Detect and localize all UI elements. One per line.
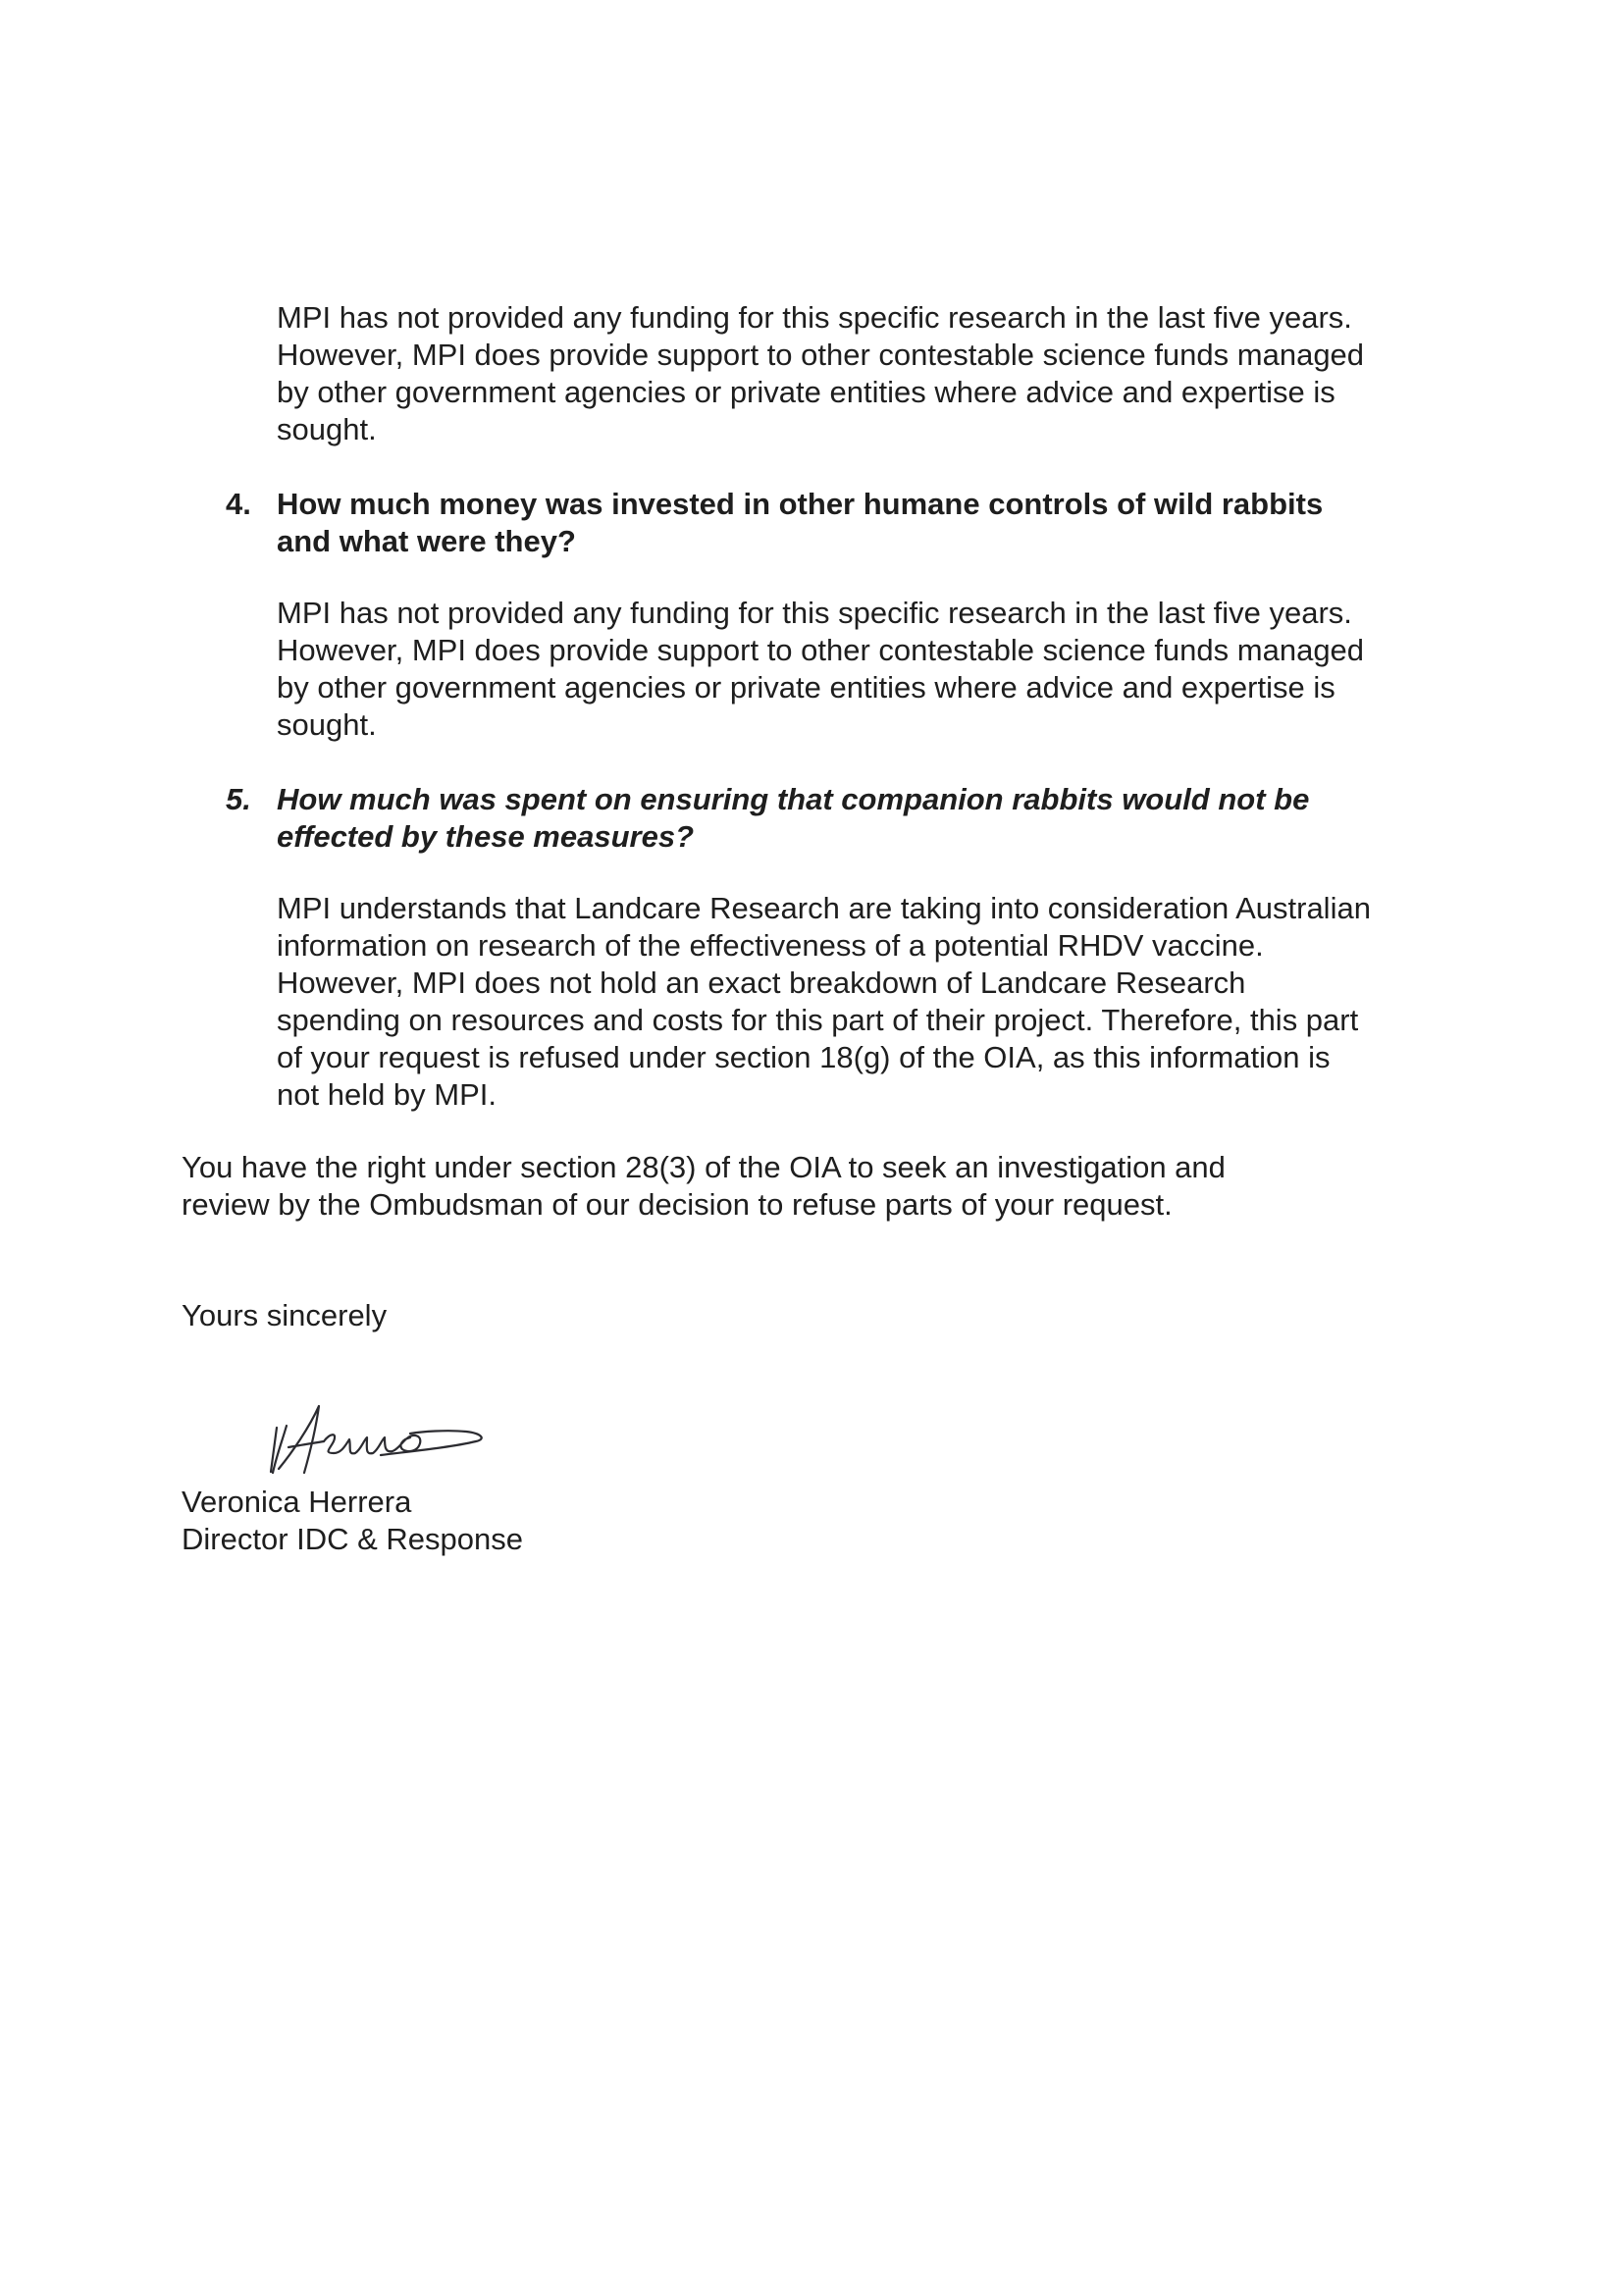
signatory-title: Director IDC & Response	[182, 1522, 524, 1556]
text-line: of your request is refused under section 18(g) of the OIA, as this information is	[277, 1040, 1331, 1074]
signatory-block	[182, 1484, 1457, 1558]
text-line: and what were they?	[277, 524, 576, 558]
signatory-name: Veronica Herrera	[182, 1485, 412, 1519]
closing: Yours sincerely	[182, 1298, 388, 1332]
answer-paragraph-q4	[277, 595, 1454, 744]
text-line: MPI has not provided any funding for this specific research in the last five years.	[277, 300, 1352, 335]
text-line: However, MPI does provide support to other contestable science funds managed	[277, 338, 1365, 372]
text-line: However, MPI does provide support to other contestable science funds managed	[277, 633, 1365, 667]
rights-notice	[182, 1149, 1457, 1224]
signature-icon	[265, 1398, 559, 1491]
answer-paragraph-q3	[277, 299, 1454, 448]
question-text	[277, 781, 1454, 856]
text-line: How much money was invested in other humane controls of wild rabbits	[277, 487, 1324, 521]
text-line: spending on resources and costs for this part of their project. Therefore, this part	[277, 1003, 1359, 1037]
answer-paragraph-q5	[277, 890, 1454, 1114]
question-number: 5.	[226, 782, 251, 816]
question-text	[277, 486, 1454, 560]
text-line: by other government agencies or private entities where advice and expertise is	[277, 375, 1335, 409]
text-line: information on research of the effectiveness of a potential RHDV vaccine.	[277, 928, 1264, 963]
text-line: MPI has not provided any funding for this specific research in the last five years.	[277, 596, 1352, 630]
text-line: sought.	[277, 707, 377, 742]
text-line: review by the Ombudsman of our decision to refuse parts of your request.	[182, 1187, 1173, 1222]
text-line: However, MPI does not hold an exact breakdown of Landcare Research	[277, 965, 1246, 1000]
text-line: sought.	[277, 412, 377, 446]
text-line: MPI understands that Landcare Research are taking into consideration Australian	[277, 891, 1371, 925]
text-line: You have the right under section 28(3) of the OIA to seek an investigation and	[182, 1150, 1226, 1184]
question-number: 4.	[226, 487, 251, 521]
text-line: not held by MPI.	[277, 1077, 497, 1112]
text-line: effected by these measures?	[277, 819, 695, 854]
text-line: How much was spent on ensuring that companion rabbits would not be	[277, 782, 1310, 816]
text-line: by other government agencies or private entities where advice and expertise is	[277, 670, 1335, 704]
